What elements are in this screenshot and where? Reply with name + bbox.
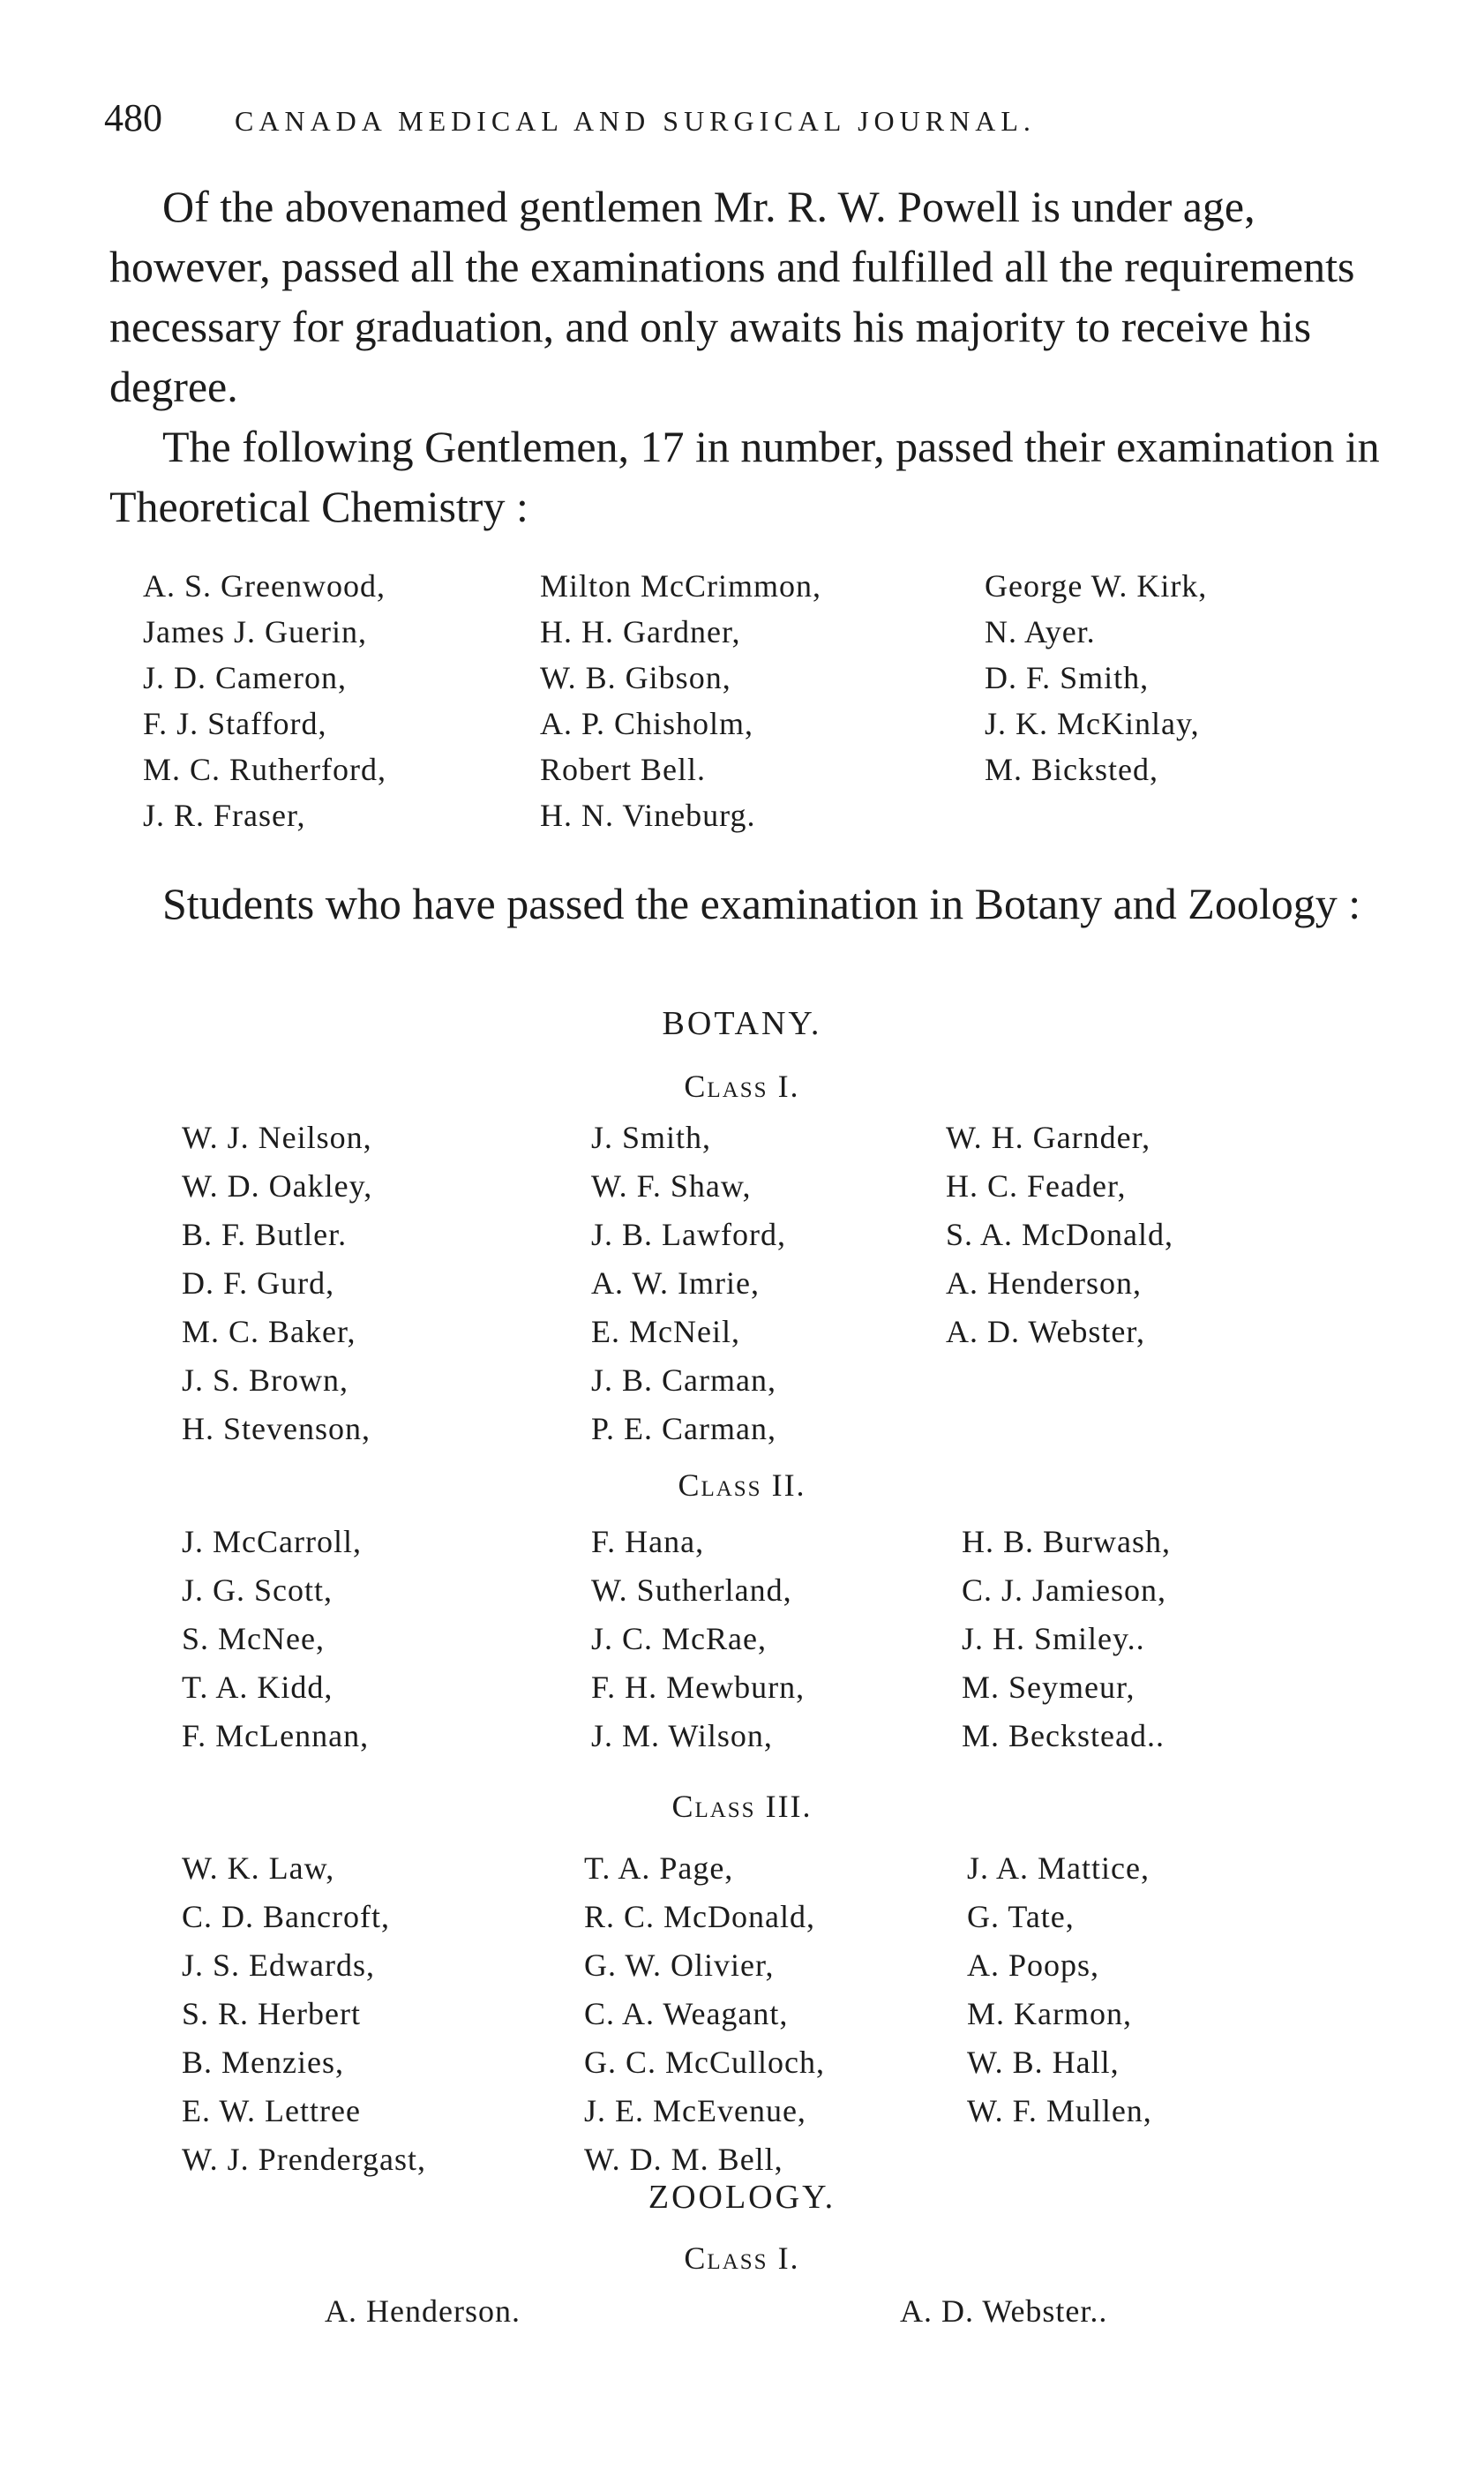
list-item: J. D. Cameron, xyxy=(143,660,347,695)
list-item: W. K. Law, xyxy=(182,1850,335,1886)
list-item: W. J. Neilson, xyxy=(182,1120,372,1155)
list-item: D. F. Smith, xyxy=(985,660,1150,695)
botany-class-1-column-2 xyxy=(591,1114,786,1453)
botany-heading: BOTANY. xyxy=(662,1005,822,1042)
list-item: H. N. Vineburg. xyxy=(540,798,756,833)
list-item: H. Stevenson, xyxy=(182,1411,371,1446)
paragraph-graduation-text: Of the abovenamed gentlemen Mr. R. W. Powell is under age, however, passed all the examinations and fulfilled all the requirements necessary for graduation, and only awaits his majority to receive his degree. xyxy=(109,182,1355,411)
list-item: S. McNee, xyxy=(182,1621,325,1656)
botany-class-1-heading xyxy=(0,1068,1484,1105)
list-item: F. Hana, xyxy=(591,1524,705,1559)
list-item: M. C. Rutherford, xyxy=(143,752,386,787)
paragraph-botany-zoology xyxy=(109,874,1380,934)
list-item: J. H. Smiley.. xyxy=(962,1621,1145,1656)
list-item: M. Seymeur, xyxy=(962,1670,1135,1705)
list-item: J. B. Carman, xyxy=(591,1362,776,1398)
list-item: W. B. Hall, xyxy=(967,2045,1120,2080)
list-item: C. A. Weagant, xyxy=(584,1996,789,2031)
list-item: J. R. Fraser, xyxy=(143,798,306,833)
list-item: H. B. Burwash, xyxy=(962,1524,1171,1559)
list-item: S. R. Herbert xyxy=(182,1996,361,2031)
list-item: A. Henderson. xyxy=(325,2293,521,2329)
journal-title: CANADA MEDICAL AND SURGICAL JOURNAL. xyxy=(235,105,1036,137)
botany-class-2-column-1 xyxy=(182,1518,369,1760)
botany-class-2-column-2 xyxy=(591,1518,805,1760)
list-item: R. C. McDonald, xyxy=(584,1899,815,1934)
list-item: J. M. Wilson, xyxy=(591,1718,773,1753)
list-item: W. F. Shaw, xyxy=(591,1168,752,1204)
list-item: E. W. Lettree xyxy=(182,2093,361,2128)
botany-class-3-heading xyxy=(0,1788,1484,1825)
list-item: M. Bicksted, xyxy=(985,752,1158,787)
list-item: J. B. Lawford, xyxy=(591,1217,786,1252)
list-item: J. A. Mattice, xyxy=(967,1850,1150,1886)
list-item: F. J. Stafford, xyxy=(143,706,327,741)
list-item: F. McLennan, xyxy=(182,1718,370,1753)
class-heading-text: Class I. xyxy=(684,1069,800,1104)
list-item: A. Henderson, xyxy=(946,1265,1142,1301)
list-item: S. A. McDonald, xyxy=(946,1217,1173,1252)
list-item: J. S. Edwards, xyxy=(182,1947,375,1983)
list-item: A. D. Webster.. xyxy=(900,2293,1108,2329)
list-item: A. W. Imrie, xyxy=(591,1265,760,1301)
class-heading-text: Class I. xyxy=(684,2240,800,2276)
paragraph-chemistry-text: The following Gentlemen, 17 in number, passed their examination in Theoretical Chemistry : xyxy=(109,422,1380,531)
list-item: Milton McCrimmon, xyxy=(540,568,822,604)
paragraph-graduation xyxy=(109,176,1380,417)
list-item: W. H. Garnder, xyxy=(946,1120,1151,1155)
list-item: P. E. Carman, xyxy=(591,1411,776,1446)
list-item: W. B. Gibson, xyxy=(540,660,731,695)
list-item: G. C. McCulloch, xyxy=(584,2045,825,2080)
chemistry-column-1 xyxy=(143,563,386,838)
list-item: J. K. McKinlay, xyxy=(985,706,1200,741)
list-item: A. Poops, xyxy=(967,1947,1100,1983)
botany-class-1-column-3 xyxy=(946,1114,1173,1356)
list-item: N. Ayer. xyxy=(985,614,1096,649)
list-item: C. J. Jamieson, xyxy=(962,1572,1167,1608)
paragraph-botany-zoology-text: Students who have passed the examination in Botany and Zoology : xyxy=(162,879,1361,928)
list-item: F. H. Mewburn, xyxy=(591,1670,806,1705)
botany-class-2-heading xyxy=(0,1467,1484,1504)
chemistry-column-3 xyxy=(985,563,1207,792)
list-item: W. J. Prendergast, xyxy=(182,2142,426,2177)
list-item: B. F. Butler. xyxy=(182,1217,348,1252)
list-item: G. Tate, xyxy=(967,1899,1075,1934)
list-item: W. Sutherland, xyxy=(591,1572,792,1608)
list-item: T. A. Page, xyxy=(584,1850,734,1886)
list-item: W. F. Mullen, xyxy=(967,2093,1152,2128)
list-item: D. F. Gurd, xyxy=(182,1265,335,1301)
list-item: A. D. Webster, xyxy=(946,1314,1145,1349)
list-item: B. Menzies, xyxy=(182,2045,344,2080)
page-number: 480 xyxy=(104,96,162,139)
list-item: J. Smith, xyxy=(591,1120,712,1155)
chemistry-column-2 xyxy=(540,563,821,838)
list-item: M. Karmon, xyxy=(967,1996,1132,2031)
botany-class-2-column-3 xyxy=(962,1518,1171,1760)
botany-class-1-column-1 xyxy=(182,1114,372,1453)
botany-class-3-column-1 xyxy=(182,1844,426,2184)
list-item: W. D. M. Bell, xyxy=(584,2142,783,2177)
list-item: M. Beckstead.. xyxy=(962,1718,1165,1753)
list-item: M. C. Baker, xyxy=(182,1314,356,1349)
list-item: J. G. Scott, xyxy=(182,1572,334,1608)
botany-class-3-column-3 xyxy=(967,1844,1152,2135)
list-item: James J. Guerin, xyxy=(143,614,367,649)
list-item: E. McNeil, xyxy=(591,1314,740,1349)
botany-class-3-column-2 xyxy=(584,1844,825,2184)
class-heading-text: Class II. xyxy=(678,1467,806,1503)
list-item: J. E. McEvenue, xyxy=(584,2093,806,2128)
paragraph-chemistry xyxy=(109,417,1380,537)
list-item: George W. Kirk, xyxy=(985,568,1208,604)
list-item: J. C. McRae, xyxy=(591,1621,767,1656)
list-item: H. H. Gardner, xyxy=(540,614,741,649)
list-item: Robert Bell. xyxy=(540,752,706,787)
list-item: G. W. Olivier, xyxy=(584,1947,775,1983)
list-item: J. S. Brown, xyxy=(182,1362,349,1398)
running-header xyxy=(104,95,1251,140)
list-item: H. C. Feader, xyxy=(946,1168,1127,1204)
list-item: T. A. Kidd, xyxy=(182,1670,334,1705)
list-item: A. S. Greenwood, xyxy=(143,568,386,604)
class-heading-text: Class III. xyxy=(671,1789,813,1824)
zoology-class-1-heading xyxy=(0,2240,1484,2277)
list-item: W. D. Oakley, xyxy=(182,1168,373,1204)
list-item: J. McCarroll, xyxy=(182,1524,362,1559)
list-item: A. P. Chisholm, xyxy=(540,706,754,741)
list-item: C. D. Bancroft, xyxy=(182,1899,390,1934)
zoology-heading: ZOOLOGY. xyxy=(648,2179,836,2216)
